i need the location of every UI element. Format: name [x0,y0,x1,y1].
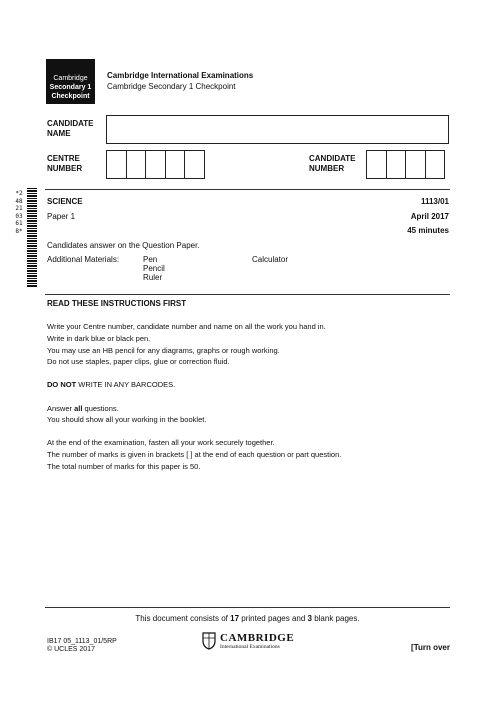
centre-digit-box[interactable] [165,150,186,179]
centre-number-label: CENTRE NUMBER [47,154,83,173]
materials-label: Additional Materials: [47,255,120,264]
candidate-name-label: CANDIDATE NAME [47,119,94,138]
exam-date: April 2017 [410,212,449,221]
working-instruction: You should show all your working in the booklet. [47,415,207,424]
barcode-instruction-bold: DO NOT [47,380,77,389]
exam-duration: 45 minutes [407,226,449,235]
logo-line1: Cambridge [53,75,88,82]
page-count [45,614,450,624]
cambridge-crest-icon [202,632,216,650]
centre-digit-box[interactable] [184,150,205,179]
candidate-digit-box[interactable] [366,150,387,179]
instruction-line: You may use an HB pencil for any diagrams, graphs or rough working. [47,346,280,355]
paper-code: 1113/01 [420,197,449,206]
barcode-instruction-rest: WRITE IN ANY BARCODES. [76,380,176,389]
turn-over: [Turn over [411,643,450,652]
subject-name: SCIENCE [47,197,83,206]
answer-note: Candidates answer on the Question Paper. [47,241,200,250]
blank-pages-count: 3 [307,614,312,623]
exam-board: Cambridge International Examinations [107,71,254,80]
instructions-heading: READ THESE INSTRUCTIONS FIRST [47,299,187,308]
checkpoint-logo [46,59,95,104]
instruction-line: Write in dark blue or black pen. [47,334,151,343]
candidate-number-boxes[interactable] [366,150,444,179]
answer-instruction [47,404,119,414]
page-count-post: blank pages. [311,614,360,623]
centre-digit-box[interactable] [145,150,166,179]
instruction-line: At the end of the examination, fasten all your work securely together. [47,438,275,447]
document-reference: IB17 05_1113_01/5RP [47,638,117,645]
candidate-digit-box[interactable] [425,150,446,179]
printed-pages-count: 17 [230,614,240,623]
instruction-line: The total number of marks for this paper is 50. [47,462,201,471]
instruction-line: Write your Centre number, candidate number and name on all the work you hand in. [47,322,326,331]
logo-line3: Checkpoint [51,93,90,100]
logo-line2: Secondary 1 [49,84,92,91]
centre-digit-box[interactable] [126,150,147,179]
divider-footer [45,607,450,608]
instruction-line: Do not use staples, paper clips, glue or correction fluid. [47,357,230,366]
divider-middle [45,294,450,295]
centre-number-boxes[interactable] [106,150,204,179]
programme-name: Cambridge Secondary 1 Checkpoint [107,82,236,91]
candidate-number-label: CANDIDATE NUMBER [309,154,356,173]
answer-post: questions. [82,404,119,413]
candidate-digit-box[interactable] [386,150,407,179]
cambridge-wordmark-sub: International Examinations [220,644,280,650]
page-count-mid: printed pages and [239,614,308,623]
material-ruler: Ruler [143,273,163,282]
cambridge-wordmark: CAMBRIDGE [220,632,295,644]
material-pencil: Pencil [143,264,165,273]
instruction-line: The number of marks is given in brackets [ ] at the end of each question or part question. [47,450,342,459]
divider-top [45,189,450,190]
page-count-pre: This document consists of [135,614,231,623]
barcode-number: *2482103618* [15,190,23,235]
centre-digit-box[interactable] [106,150,127,179]
barcode [27,188,37,288]
barcode-instruction [47,380,175,390]
material-calculator: Calculator [252,255,289,264]
candidate-name-box[interactable] [106,115,449,144]
candidate-digit-box[interactable] [405,150,426,179]
answer-bold: all [74,404,83,413]
answer-pre: Answer [47,404,75,413]
copyright: © UCLES 2017 [47,646,95,653]
material-pen: Pen [143,255,158,264]
paper-number: Paper 1 [47,212,76,221]
